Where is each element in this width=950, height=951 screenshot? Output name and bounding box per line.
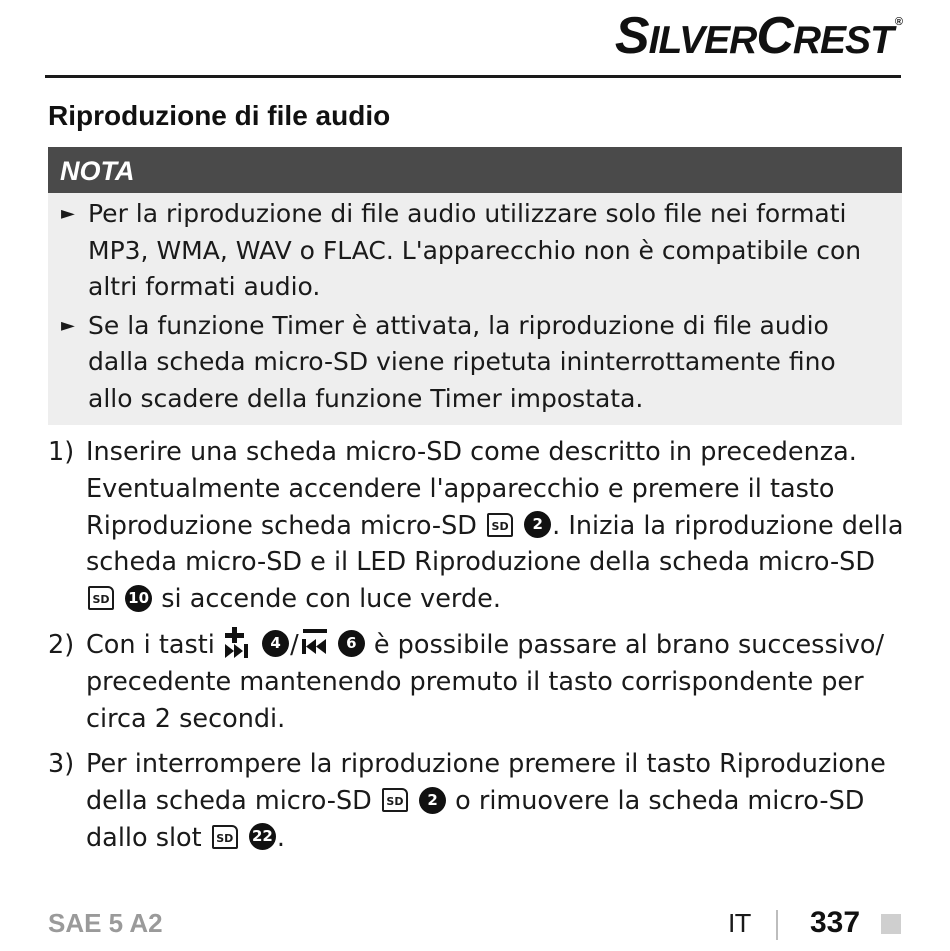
bullet-arrow-icon: ►	[61, 203, 75, 224]
callout-number-badge: 4	[262, 630, 289, 657]
step-item	[48, 627, 908, 737]
note-item	[48, 308, 902, 418]
sd-card-icon: SD	[212, 825, 238, 849]
note-item-text: Per la riproduzione di file audio utilizzare solo file nei formati MP3, WMA, WAV o FLAC. L'apparecchio non è compatibile con altri formati audio.	[88, 199, 862, 301]
step-text: Con i tasti	[86, 629, 215, 660]
callout-number-badge: 6	[338, 630, 365, 657]
note-heading: NOTA	[48, 147, 902, 193]
minus-previous-track-icon	[299, 629, 329, 657]
page-marker-square	[881, 914, 901, 934]
sd-card-icon: SD	[88, 586, 114, 610]
callout-number-badge: 2	[419, 787, 446, 814]
step-number: 3)	[48, 749, 75, 780]
sd-card-icon: SD	[382, 788, 408, 812]
page-number: 337	[810, 906, 861, 939]
step-text: Inserire una scheda micro-SD come descritto in precedenza. Eventualmente accendere l'apparecchio e premere il tasto Riproduzione scheda micro-SD	[86, 437, 857, 541]
section-title: Riproduzione di file audio	[48, 100, 391, 131]
step-number: 1)	[48, 437, 75, 467]
callout-number-badge: 2	[524, 511, 551, 538]
footer-divider	[776, 910, 778, 940]
step-number: 2)	[48, 629, 75, 660]
footer-language: IT	[728, 909, 751, 938]
step-text: Per interrompere la riproduzione premere il tasto Riproduzione della scheda micro-SD	[86, 749, 886, 817]
callout-number-badge: 10	[125, 585, 152, 612]
brand-logo: SILVERCREST ®	[614, 7, 902, 65]
step-slash: /	[290, 629, 299, 660]
step-item	[48, 746, 908, 856]
note-box	[48, 147, 902, 425]
sd-card-icon: SD	[487, 513, 513, 537]
footer-model: SAE 5 A2	[48, 908, 163, 938]
step-item	[48, 434, 908, 618]
header-rule	[45, 75, 901, 78]
plus-next-track-icon	[223, 627, 253, 659]
steps-list	[48, 434, 908, 857]
callout-number-badge: 22	[249, 823, 276, 850]
step-text: si accende con luce verde.	[161, 584, 501, 615]
note-item-text: Se la funzione Timer è attivata, la riproduzione di file audio dalla scheda micro-SD viene ripetuta ininterrottamente fino allo scadere della funzione Timer impostata.	[88, 310, 836, 413]
step-text: . Inizia la riproduzione della scheda micro-SD e il LED Riproduzione della scheda micro-SD	[86, 510, 904, 578]
bullet-arrow-icon: ►	[61, 314, 75, 336]
step-text: è possibile passare al brano successivo/ precedente mantenendo premuto il tasto corrispondente per circa 2 secondi.	[86, 629, 885, 734]
step-text: o rimuovere la scheda micro-SD dallo slot	[86, 786, 865, 853]
step-text: .	[276, 822, 285, 853]
note-item	[48, 196, 902, 306]
